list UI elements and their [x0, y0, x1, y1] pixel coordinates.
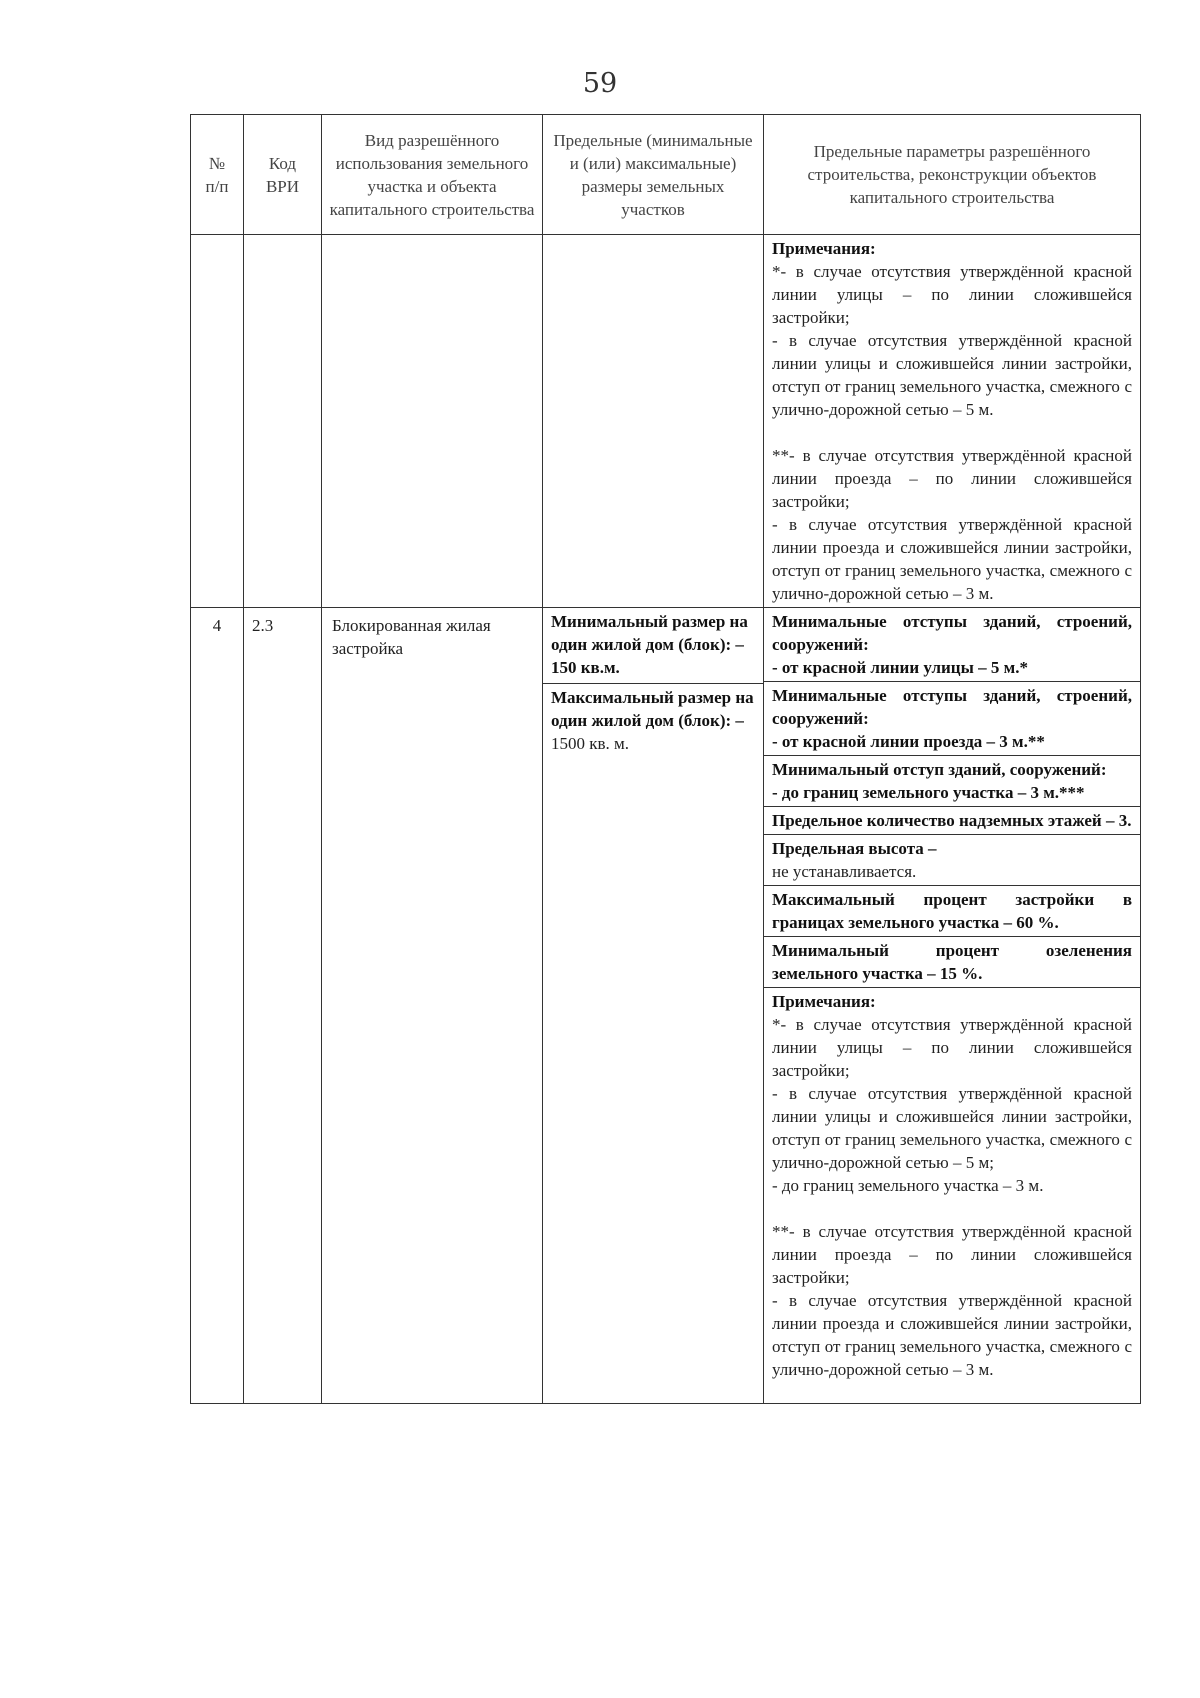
max-size-label: Максимальный размер на один жилой дом (блок): –: [551, 688, 754, 730]
param-heading: Минимальные отступы зданий, строений, сооружений:: [772, 612, 1132, 654]
param-heading: Предельная высота –: [772, 839, 937, 858]
param-line: не устанавливается.: [772, 862, 917, 881]
param-line: - до границ земельного участка – 3 м.***: [772, 783, 1085, 802]
notes-block: [764, 235, 1140, 607]
header-plot-sizes: Предельные (минимальные и (или) максимальные) размеры земельных участков: [543, 115, 764, 235]
param-block: [764, 937, 1140, 988]
note-line: - в случае отсутствия утверждённой красной линии проезда и сложившейся линии застройки, отступ от границ земельного участка, смежного с улично-дорожной сетью – 3 м.: [772, 1291, 1132, 1379]
param-heading: Минимальные отступы зданий, строений, сооружений:: [772, 686, 1132, 728]
param-block: [764, 886, 1140, 937]
note-line: - до границ земельного участка – 3 м.: [772, 1176, 1044, 1195]
page-number: 59: [582, 68, 618, 99]
empty-cell: [191, 235, 244, 608]
note-line: *- в случае отсутствия утверждённой красной линии улицы – по линии сложившейся застройки;: [772, 1015, 1132, 1080]
notes-title: Примечания:: [772, 239, 876, 258]
note-line: *- в случае отсутствия утверждённой красной линии улицы – по линии сложившейся застройки;: [772, 262, 1132, 327]
param-block: [764, 682, 1140, 756]
notes-block: [764, 988, 1140, 1403]
land-use-table: [190, 114, 1141, 1404]
min-size: Минимальный размер на один жилой дом (блок): –150 кв.м.: [543, 608, 763, 684]
empty-cell: [322, 235, 543, 608]
param-heading: Минимальный процент озеленения земельного участка – 15 %.: [772, 941, 1132, 983]
note-line: - в случае отсутствия утверждённой красной линии улицы и сложившейся линии застройки, отступ от границ земельного участка, смежного с улично-дорожной сетью – 5 м.: [772, 331, 1132, 419]
note-line: **- в случае отсутствия утверждённой красной линии проезда – по линии сложившейся застройки;: [772, 446, 1132, 511]
note-line: **- в случае отсутствия утверждённой красной линии проезда – по линии сложившейся застройки;: [772, 1222, 1132, 1287]
param-block: [764, 608, 1140, 682]
notes-title: Примечания:: [772, 992, 876, 1011]
row-number: 4: [191, 608, 244, 1404]
row-build-params: [764, 608, 1141, 1404]
param-line: - от красной линии улицы – 5 м.*: [772, 658, 1028, 677]
param-heading: Максимальный процент застройки в границах земельного участка – 60 %.: [772, 890, 1132, 932]
param-block: [764, 807, 1140, 835]
param-block: [764, 756, 1140, 807]
note-line: - в случае отсутствия утверждённой красной линии проезда и сложившейся линии застройки, отступ от границ земельного участка, смежного с улично-дорожной сетью – 3 м.: [772, 515, 1132, 603]
param-heading: Минимальный отступ зданий, сооружений:: [772, 760, 1107, 779]
header-number: № п/п: [191, 115, 244, 235]
row-code: 2.3: [244, 608, 322, 1404]
max-size: [543, 684, 763, 759]
param-heading: Предельное количество надземных этажей – 3.: [772, 811, 1132, 830]
table-header-row: [191, 115, 1141, 235]
table-row: [191, 235, 1141, 608]
header-use-type: Вид разрешённого использования земельного участка и объекта капитального строительства: [322, 115, 543, 235]
header-build-params: Предельные параметры разрешённого строительства, реконструкции объектов капитального строительства: [764, 115, 1141, 235]
notes-cell: [764, 235, 1141, 608]
row-plot-sizes: [543, 608, 764, 1404]
empty-cell: [543, 235, 764, 608]
row-use-type: Блокированная жилая застройка: [322, 608, 543, 1404]
table-row: [191, 608, 1141, 1404]
param-block: [764, 835, 1140, 886]
empty-cell: [244, 235, 322, 608]
param-line: - от красной линии проезда – 3 м.**: [772, 732, 1045, 751]
header-code: Код ВРИ: [244, 115, 322, 235]
note-line: - в случае отсутствия утверждённой красной линии улицы и сложившейся линии застройки, отступ от границ земельного участка, смежного с улично-дорожной сетью – 5 м;: [772, 1084, 1132, 1172]
max-size-value: 1500 кв. м.: [551, 734, 630, 753]
